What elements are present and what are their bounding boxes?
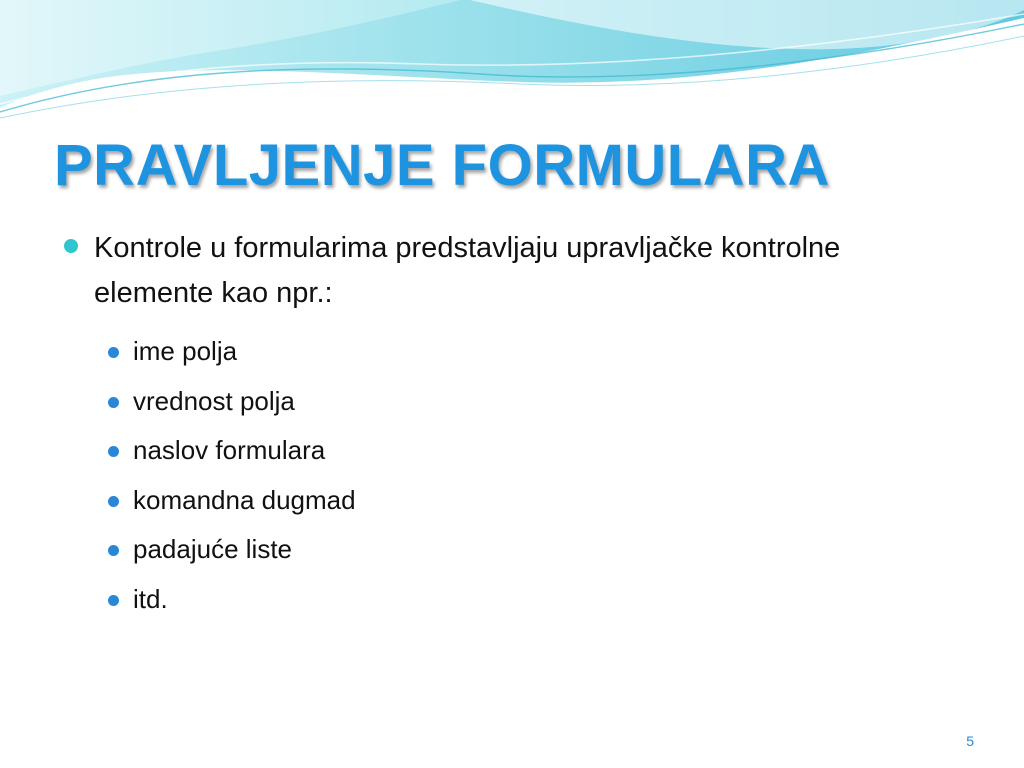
- main-bullet-text: Kontrole u formularima predstavljaju upravljačke kontrolne elemente kao npr.:: [94, 232, 841, 309]
- sub-bullet-item: [106, 476, 940, 526]
- bullet-dot-icon: [64, 239, 78, 253]
- bullet-dot-icon: [108, 595, 119, 606]
- header-wave-decoration: [0, 0, 1024, 130]
- bullet-dot-icon: [108, 347, 119, 358]
- main-bullet-item: [60, 226, 940, 316]
- bullet-dot-icon: [108, 446, 119, 457]
- sub-bullet-item: [106, 575, 940, 625]
- sub-bullet-item: [106, 525, 940, 575]
- slide-content: [60, 226, 940, 624]
- bullet-dot-icon: [108, 397, 119, 408]
- page-number: 5: [966, 733, 974, 749]
- bullet-dot-icon: [108, 545, 119, 556]
- sub-bullet-text: vrednost polja: [133, 385, 295, 416]
- sub-bullet-text: itd.: [133, 583, 168, 614]
- sub-bullet-text: komandna dugmad: [133, 484, 356, 515]
- sub-bullet-item: [106, 327, 940, 377]
- sub-bullet-item: [106, 426, 940, 476]
- sub-bullet-text: padajuće liste: [133, 534, 292, 564]
- sub-bullet-list: [106, 327, 940, 624]
- bullet-dot-icon: [108, 496, 119, 507]
- sub-bullet-text: naslov formulara: [133, 435, 326, 465]
- slide-title: PRAVLJENJE FORMULARA: [54, 133, 830, 198]
- sub-bullet-text: ime polja: [133, 336, 238, 366]
- sub-bullet-item: [106, 377, 940, 427]
